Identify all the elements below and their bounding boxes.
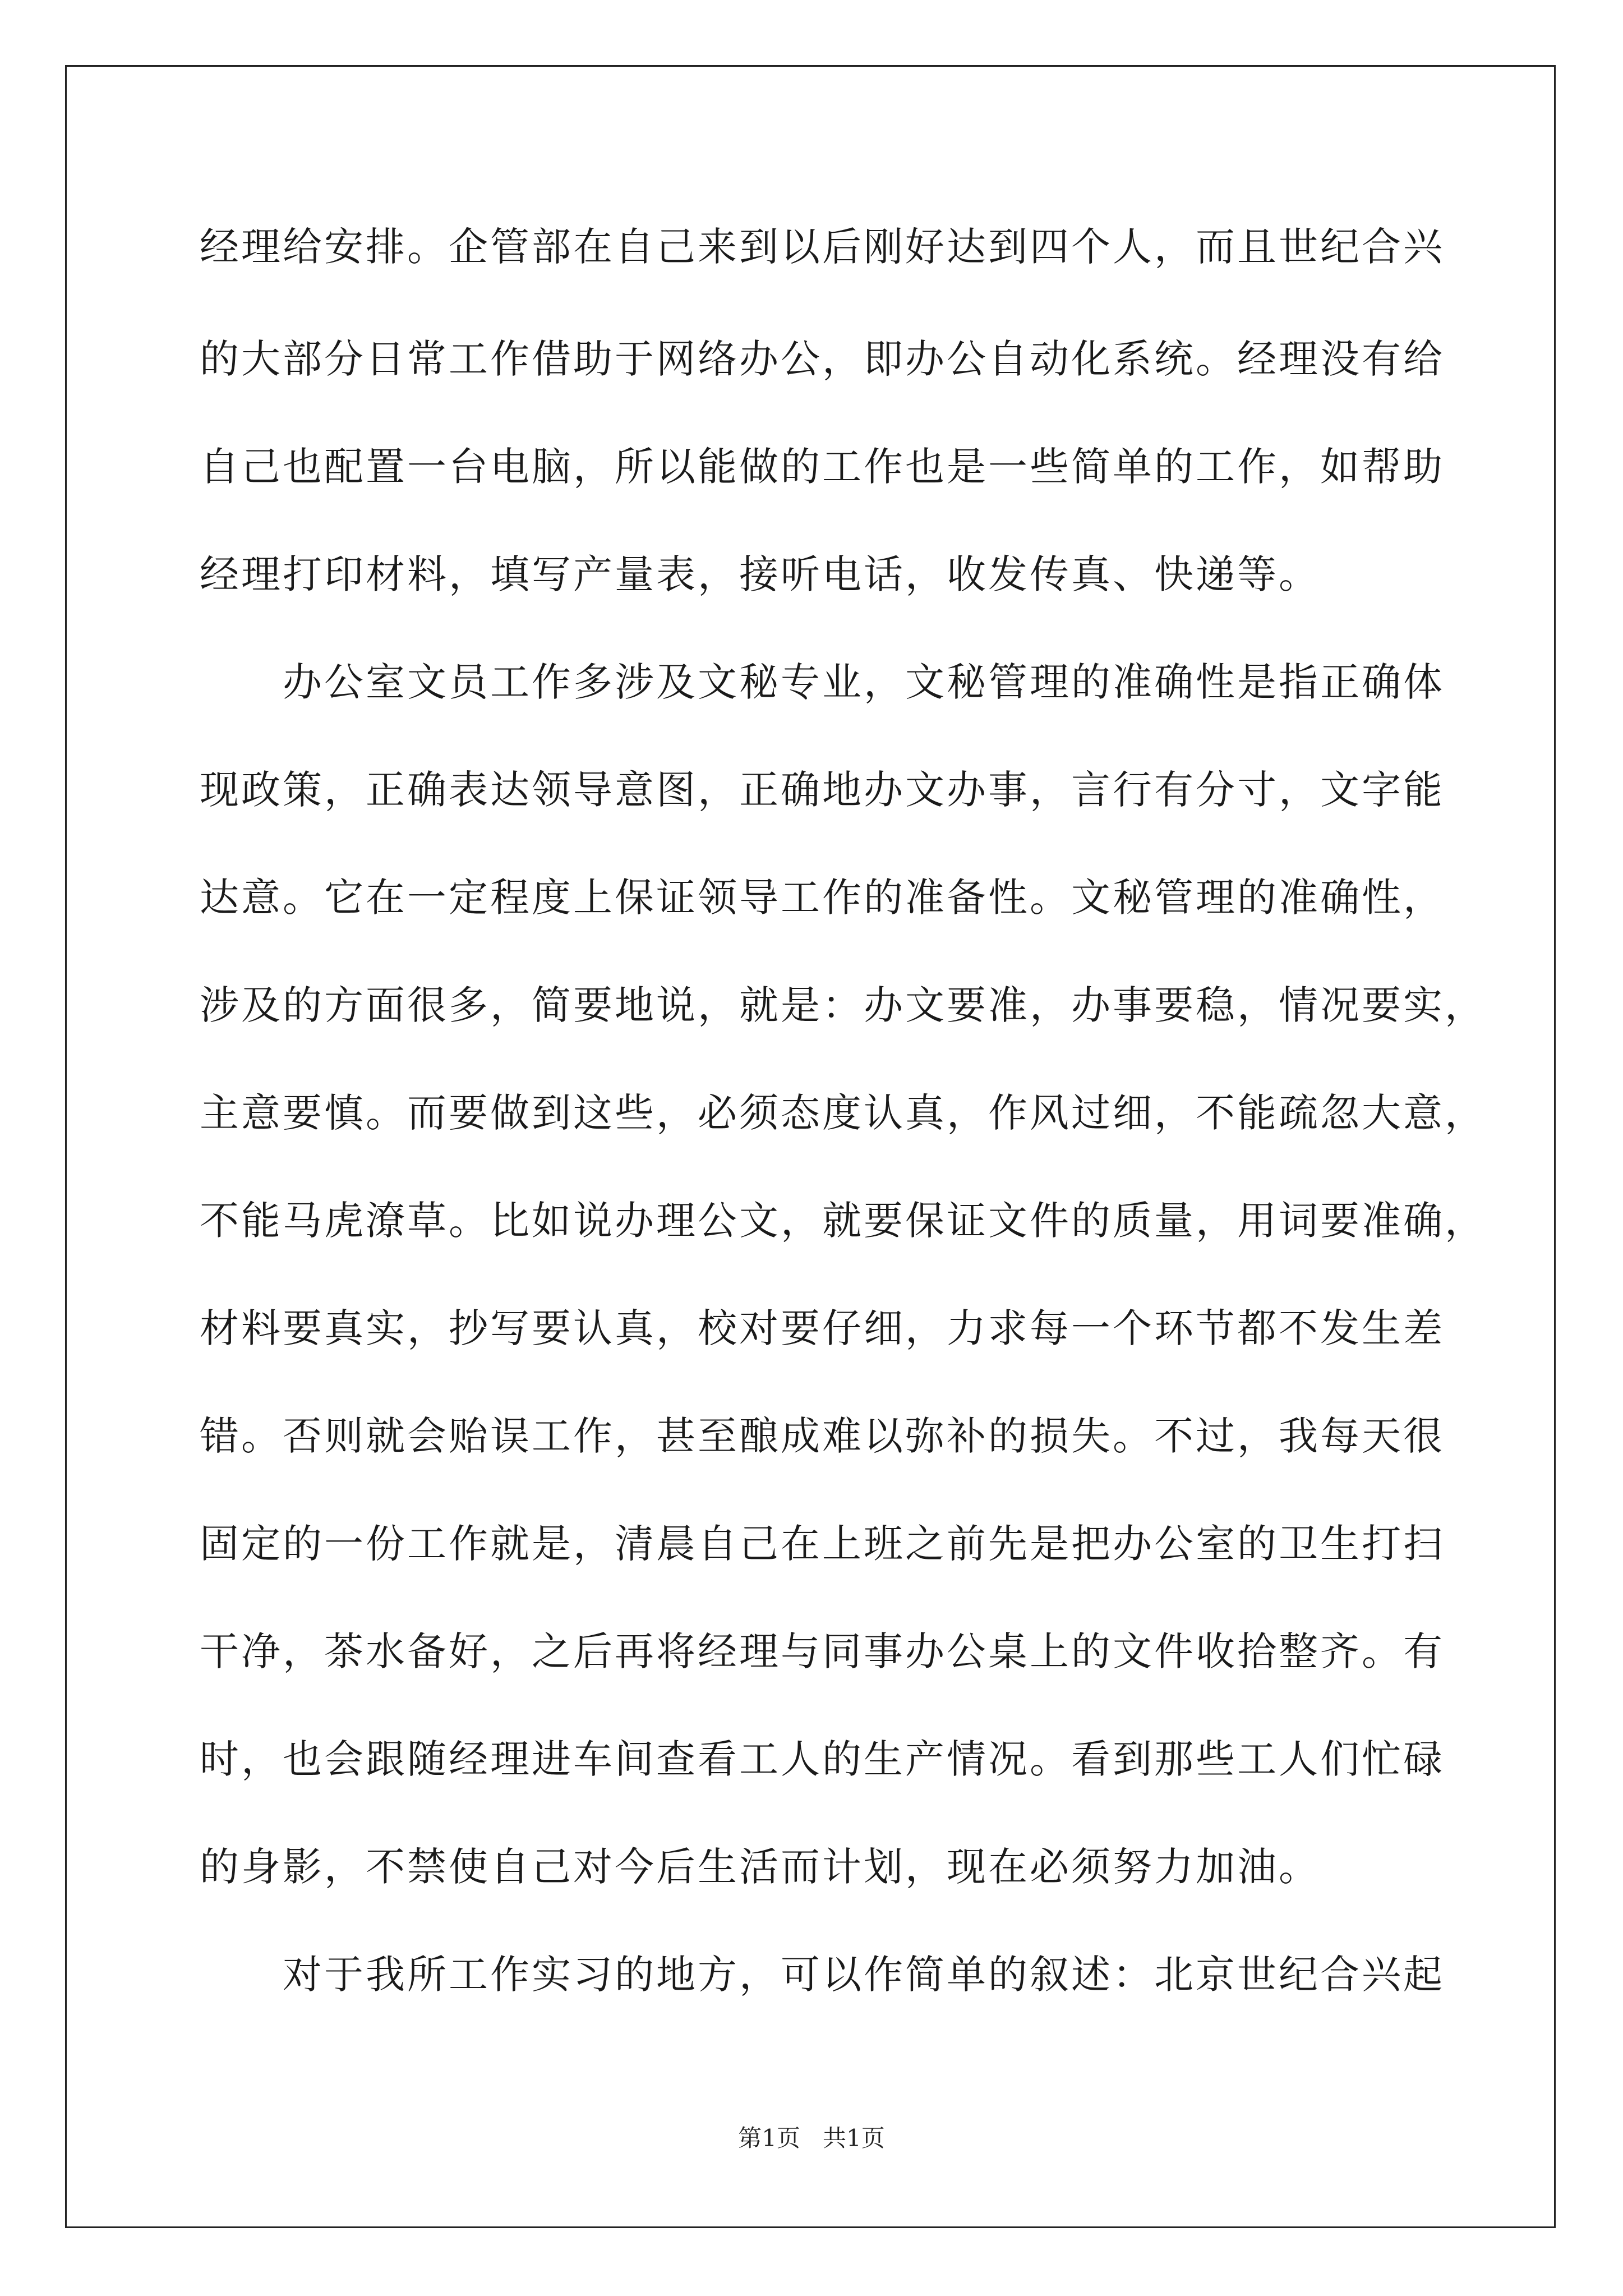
text-line: 涉及的方面很多，简要地说，就是：办文要准，办事要稳，情况要实， [200,982,1486,1028]
text-line: 自己也配置一台电脑，所以能做的工作也是一些简单的工作，如帮助 [200,444,1445,490]
page-number-footer: 第1页 共1页 [738,2124,885,2152]
text-line: 错。否则就会贻误工作，甚至酿成难以弥补的损失。不过，我每天很 [200,1413,1445,1459]
text-line: 不能马虎潦草。比如说办理公文，就要保证文件的质量，用词要准确， [200,1198,1486,1244]
text-line: 的身影，不禁使自己对今后生活而计划，现在必须努力加油。 [200,1844,1320,1890]
text-line: 对于我所工作实习的地方，可以作简单的叙述：北京世纪合兴起 [200,1952,1445,1998]
text-line: 的大部分日常工作借助于网络办公，即办公自动化系统。经理没有给 [200,336,1445,382]
page-border [65,65,1556,2228]
text-line: 材料要真实，抄写要认真，校对要仔细，力求每一个环节都不发生差 [200,1305,1445,1351]
text-line: 办公室文员工作多涉及文秘专业，文秘管理的准确性是指正确体 [200,659,1445,705]
text-line: 干净，茶水备好，之后再将经理与同事办公桌上的文件收拾整齐。有 [200,1628,1445,1674]
text-line: 经理给安排。企管部在自己来到以后刚好达到四个人，而且世纪合兴 [200,224,1445,270]
text-line: 固定的一份工作就是，清晨自己在上班之前先是把办公室的卫生打扫 [200,1521,1445,1567]
text-line: 时，也会跟随经理进车间查看工人的生产情况。看到那些工人们忙碌 [200,1736,1445,1782]
text-line: 达意。它在一定程度上保证领导工作的准备性。文秘管理的准确性， [200,875,1445,921]
text-line: 现政策，正确表达领导意图，正确地办文办事，言行有分寸，文字能 [200,767,1445,813]
text-line: 主意要慎。而要做到这些，必须态度认真，作风过细，不能疏忽大意， [200,1090,1486,1136]
text-line: 经理打印材料，填写产量表，接听电话，收发传真、快递等。 [200,551,1320,597]
